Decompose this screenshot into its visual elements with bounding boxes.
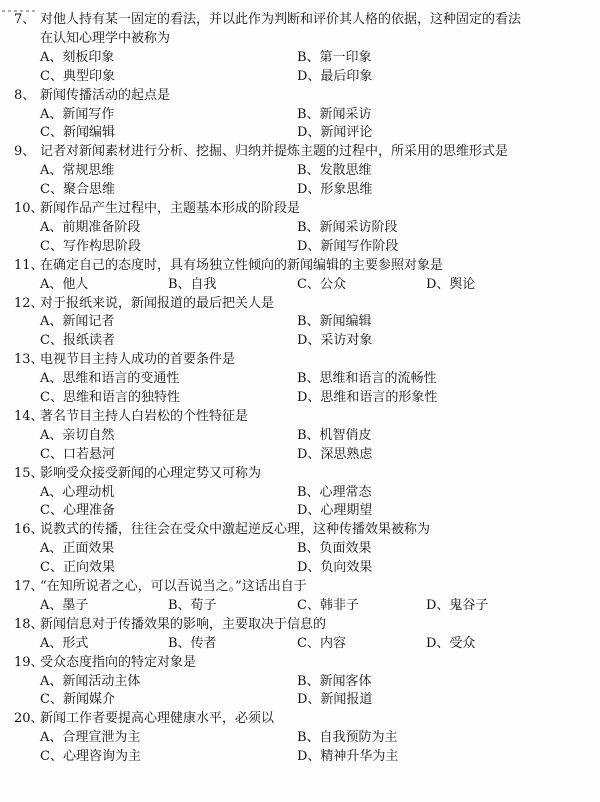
question-text: 在认知心理学中被称为 [40, 30, 171, 46]
option-b: B、发散思维 [297, 163, 372, 179]
option-b: B、第一印象 [297, 49, 372, 65]
question-number: 10、 [14, 201, 44, 216]
option-c: C、内容 [297, 635, 346, 651]
option-b: B、传者 [168, 635, 217, 651]
option-c: C、公众 [297, 276, 346, 292]
option-d: D、新闻写作阶段 [297, 238, 399, 254]
question-number: 16、 [14, 522, 44, 538]
option-d: D、新闻报道 [297, 692, 373, 708]
question-text: 著名节目主持人白岩松的个性特征是 [40, 408, 249, 424]
option-d: D、思维和语言的形象性 [297, 390, 438, 405]
question-text: 电视节目主持人成功的首要条件是 [40, 352, 236, 368]
question-text: 新闻作品产生过程中，主题基本形成的阶段是 [40, 201, 301, 216]
option-a: A、正面效果 [40, 541, 115, 557]
option-d: D、鬼谷子 [426, 597, 489, 613]
option-c: C、口若悬河 [40, 446, 115, 462]
option-a: A、前期准备阶段 [40, 219, 141, 235]
question-number: 11、 [14, 257, 44, 273]
question-text: 说教式的传播，往往会在受众中激起逆反心理，这种传播效果被称为 [40, 522, 431, 538]
question-text: 记者对新闻素材进行分析、挖掘、归纳并提炼主题的过程中，所采用的思维形式是 [40, 144, 509, 160]
option-c: C、典型印象 [40, 68, 115, 84]
question-text: 受众态度指向的特定对象是 [40, 654, 197, 670]
option-b: B、新闻采访 [297, 106, 372, 122]
option-d: D、新闻评论 [297, 125, 373, 141]
question-text: 新闻工作者要提高心理健康水平，必须以 [40, 711, 275, 727]
option-d: D、采访对象 [297, 333, 373, 349]
option-c: C、心理准备 [40, 503, 115, 519]
option-b: B、负面效果 [297, 541, 372, 557]
option-a: A、刻板印象 [40, 49, 115, 65]
option-b: B、自我 [168, 276, 217, 292]
option-c: C、报纸读者 [40, 333, 115, 349]
option-a: A、新闻活动主体 [40, 673, 141, 689]
question-number: 17、 [14, 579, 44, 594]
question-number: 14、 [14, 408, 44, 424]
option-c: C、写作构思阶段 [40, 238, 141, 254]
question-number: 13、 [14, 352, 44, 368]
option-c: C、韩非子 [297, 597, 359, 613]
option-d: D、受众 [426, 635, 476, 651]
option-c: C、聚合思维 [40, 182, 115, 198]
option-a: A、思维和语言的变通性 [40, 371, 180, 387]
question-text: 对他人持有某一固定的看法，并以此作为判断和评价其人格的依据，这种固定的看法 [40, 12, 522, 27]
option-d: D、精神升华为主 [297, 749, 399, 765]
option-b: B、心理常态 [297, 484, 372, 500]
question-number: 15、 [14, 465, 44, 481]
option-a: A、合理宣泄为主 [40, 730, 141, 746]
question-number: 12、 [14, 295, 44, 311]
question-number: 9、 [14, 144, 36, 160]
option-d: D、深思熟虑 [297, 446, 373, 462]
question-text: “在知所说者之心，可以吾说当之。”这话出自于 [40, 579, 307, 594]
option-a: A、常规思维 [40, 163, 115, 179]
question-number: 20、 [14, 711, 44, 727]
option-a: A、新闻写作 [40, 106, 115, 122]
option-a: A、心理动机 [40, 484, 115, 500]
option-b: B、荀子 [168, 597, 217, 613]
option-b: B、思维和语言的流畅性 [297, 371, 437, 387]
option-a: A、亲切自然 [40, 427, 115, 443]
question-text: 影响受众接受新闻的心理定势又可称为 [40, 465, 262, 481]
option-b: B、新闻编辑 [297, 314, 372, 330]
question-text: 在确定自己的态度时，具有场独立性倾向的新闻编辑的主要参照对象是 [40, 257, 444, 273]
option-c: C、心理咨询为主 [40, 749, 141, 765]
question-text: 新闻传播活动的起点是 [40, 87, 171, 103]
question-number: 19、 [14, 654, 44, 670]
question-number: 18、 [14, 616, 44, 632]
option-c: C、正向效果 [40, 560, 115, 576]
option-d: D、形象思维 [297, 182, 373, 198]
option-d: D、舆论 [426, 276, 476, 292]
option-a: A、他人 [40, 276, 89, 292]
question-text: 对于报纸来说，新闻报道的最后把关人是 [40, 295, 275, 311]
option-b: B、新闻客体 [297, 673, 372, 689]
option-c: C、新闻媒介 [40, 692, 115, 708]
question-text: 新闻信息对于传播效果的影响，主要取决于信息的 [40, 616, 327, 632]
option-b: B、自我预防为主 [297, 730, 398, 746]
option-a: A、形式 [40, 635, 89, 651]
option-b: B、机智俏皮 [297, 427, 372, 443]
option-d: D、负向效果 [297, 560, 373, 576]
option-b: B、新闻采访阶段 [297, 219, 398, 235]
question-number: 8、 [14, 87, 36, 103]
question-number: 7、 [14, 12, 36, 27]
option-c: C、思维和语言的独特性 [40, 390, 180, 405]
option-d: D、心理期望 [297, 503, 373, 519]
option-a: A、新闻记者 [40, 314, 115, 330]
option-d: D、最后印象 [297, 68, 373, 84]
option-a: A、墨子 [40, 597, 89, 613]
option-c: C、新闻编辑 [40, 125, 115, 141]
